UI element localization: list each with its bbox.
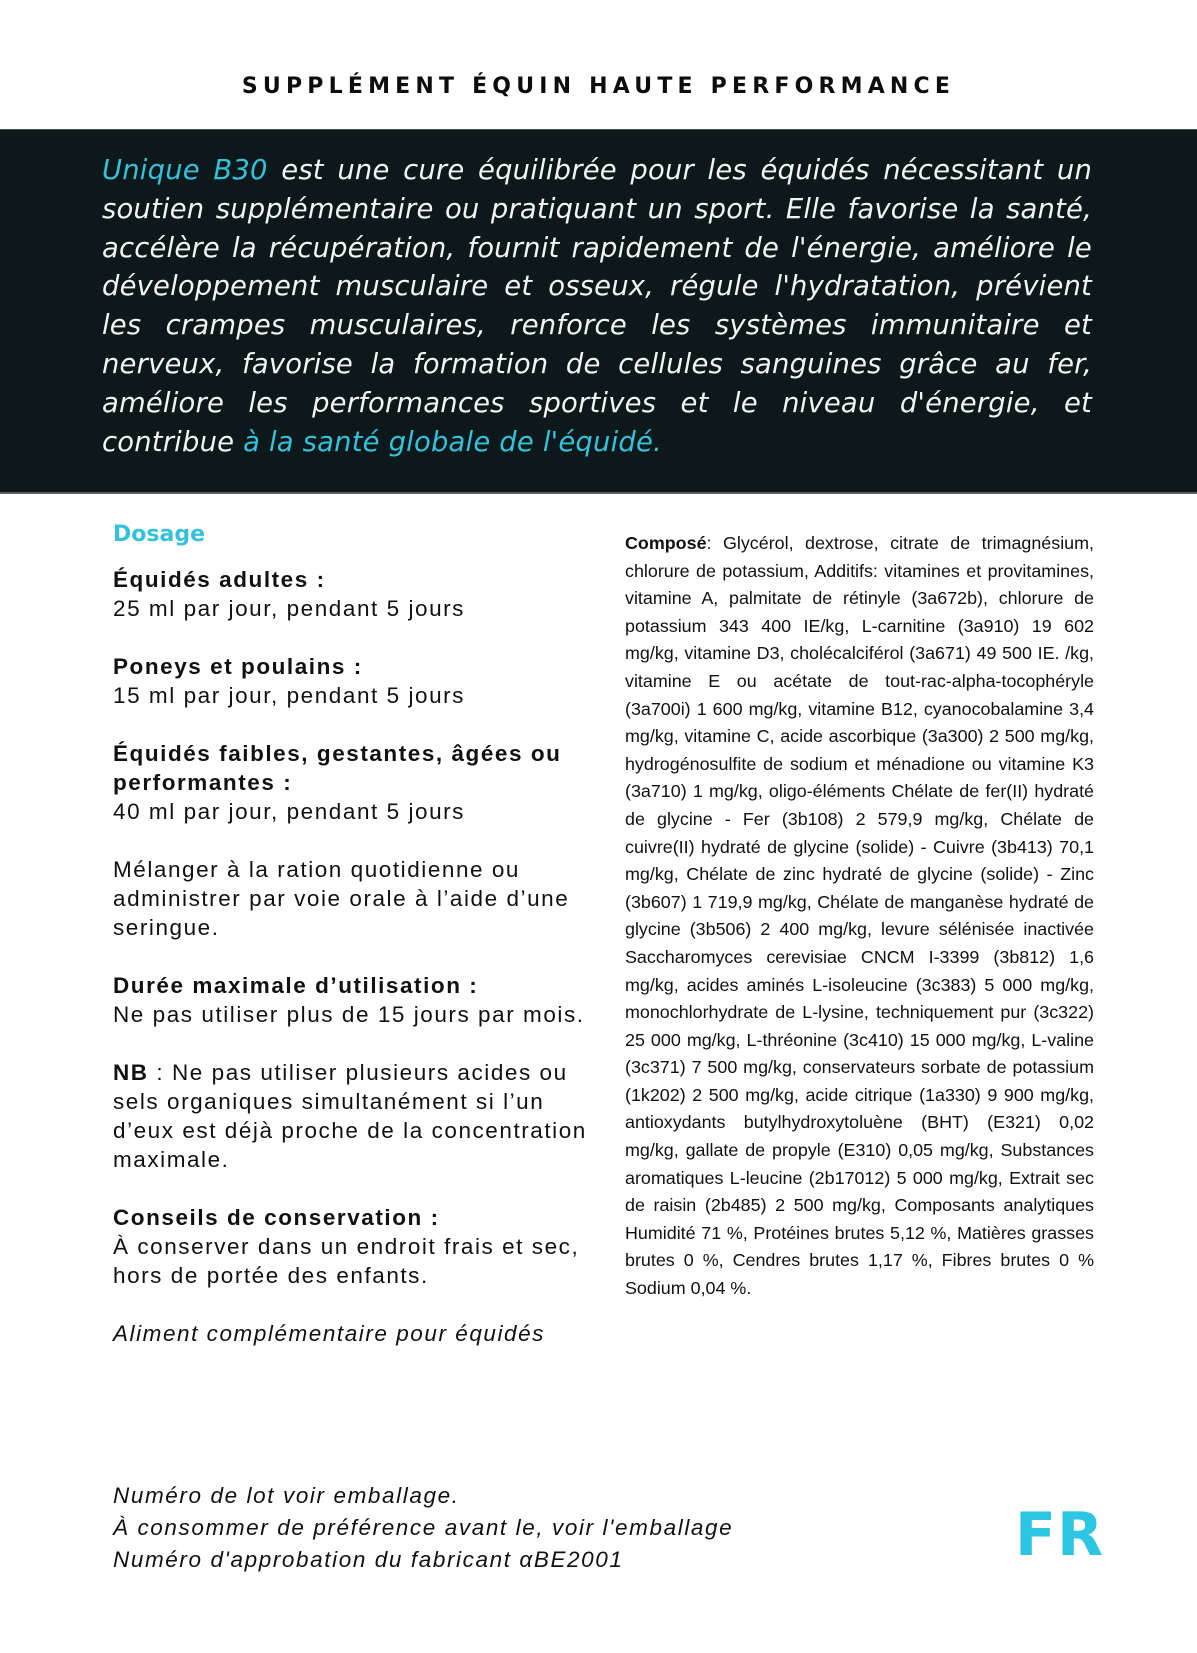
best-before-note: À consommer de préférence avant le, voir l'emballage (113, 1515, 734, 1540)
intro-banner (0, 129, 1197, 494)
dosage-section (113, 520, 603, 1348)
max-duration-label: Durée maximale d’utilisation : (113, 973, 479, 998)
composition-paragraph (625, 530, 1094, 1303)
dosage-label: Équidés adultes : (113, 567, 326, 592)
dosage-block-weak-performing (113, 739, 603, 826)
intro-highlight: à la santé globale de l'équidé. (243, 426, 662, 458)
product-type: Aliment complémentaire pour équidés (113, 1321, 545, 1346)
dosage-label: Poneys et poulains : (113, 654, 363, 679)
nb-block (113, 1058, 603, 1174)
nb-label: NB (113, 1060, 149, 1085)
intro-body: est une cure équilibrée pour les équidés nécessitant un soutien supplémentaire ou pratiquant un sport. Elle favorise la santé, accélère la récupération, fournit rapidement de l'énergie, améliore le développement musculaire et osseux, régule l'hydratation, prévient les crampes musculaires, renforce les systèmes immunitaire et nerveux, favorise la formation de cellules sanguines grâce au fer, améliore les performances sportives et le niveau d'énergie, et contribue (102, 155, 1093, 458)
dosage-text: 25 ml par jour, pendant 5 jours (113, 596, 465, 621)
lot-number-note: Numéro de lot voir emballage. (113, 1483, 460, 1508)
language-badge: FR (1015, 1500, 1105, 1570)
dosage-text: 40 ml par jour, pendant 5 jours (113, 799, 465, 824)
product-name: Unique B30 (102, 155, 268, 186)
dosage-text: 15 ml par jour, pendant 5 jours (113, 683, 465, 708)
storage-text: À conserver dans un endroit frais et sec, hors de portée des enfants. (113, 1234, 580, 1288)
storage-label: Conseils de conservation : (113, 1205, 440, 1230)
dosage-label: Équidés faibles, gestantes, âgées ou performantes : (113, 741, 562, 795)
intro-paragraph (102, 152, 1092, 462)
storage-block (113, 1203, 603, 1290)
dosage-block-ponies (113, 652, 603, 710)
dosage-heading: Dosage (113, 522, 205, 547)
page-title: SUPPLÉMENT ÉQUIN HAUTE PERFORMANCE (241, 74, 956, 99)
dosage-block-adults (113, 565, 603, 623)
composition-text: : Glycérol, dextrose, citrate de trimagnésium, chlorure de potassium, Additifs: vitamines et provitamines, vitamine A, palmitate de rétinyle (3a672b), chlorure de potassium 343 400 IE/kg, L-carnitine (3a910) 19 602 mg/kg, vitamine D3, cholécalciférol (3a671) 49 500 IE. /kg, vitamine E ou acétate de tout-rac-alpha-tocophéryle (3a700i) 1 600 mg/kg, vitamine B12, cyanocobalamine 3,4 mg/kg, vitamine C, acide ascorbique (3a300) 2 500 mg/kg, hydrogénosulfite de sodium et ménadione ou vitamine K3 (3a710) 1 mg/kg, oligo-éléments Chélate de fer(II) hydraté de glycine - Fer (3b108) 2 579,9 mg/kg, Chélate de cuivre(II) hydraté de glycine (solide) - Cuivre (3b413) 70,1 mg/kg, Chélate de zinc hydraté de glycine (solide) - Zinc (3b607) 1 719,9 mg/kg, Chélate de manganèse hydraté de glycine (3b506) 2 400 mg/kg, levure sélénisée inactivée Saccharomyces cerevisiae CNCM I-3399 (3b812) 1,6 mg/kg, acides aminés L-isoleucine (3c383) 5 000 mg/kg, monochlorhydrate de L-lysine, techniquement pur (3c322) 25 000 mg/kg, L-thréonine (3c410) 15 000 mg/kg, L-valine (3c371) 7 500 mg/kg, conservateurs sorbate de potassium (1k202) 2 500 mg/kg, acide citrique (1a330) 9 900 mg/kg, antioxydants butylhydroxytoluène (BHT) (E321) 0,02 mg/kg, gallate de propyle (E310) 0,05 mg/kg, Substances aromatiques L-leucine (2b17012) 5 000 mg/kg, Extrait sec de raisin (2b485) 2 500 mg/kg, Composants analytiques Humidité 71 %, Protéines brutes 5,12 %, Matières grasses brutes 0 %, Cendres brutes 1,17 %, Fibres brutes 0 % Sodium 0,04 %. (625, 533, 1094, 1299)
max-duration-block (113, 971, 603, 1029)
administration-instructions: Mélanger à la ration quotidienne ou administrer par voie orale à l’aide d’une seringue. (113, 857, 570, 940)
max-duration-text: Ne pas utiliser plus de 15 jours par mois. (113, 1002, 585, 1027)
nb-text: : Ne pas utiliser plusieurs acides ou sels organiques simultanément si l’un d’eux est déjà proche de la concentration maximale. (113, 1060, 587, 1172)
composition-label: Composé (625, 533, 707, 553)
footer-notes (113, 1480, 913, 1576)
approval-number-note: Numéro d'approbation du fabricant αBE2001 (113, 1547, 624, 1572)
